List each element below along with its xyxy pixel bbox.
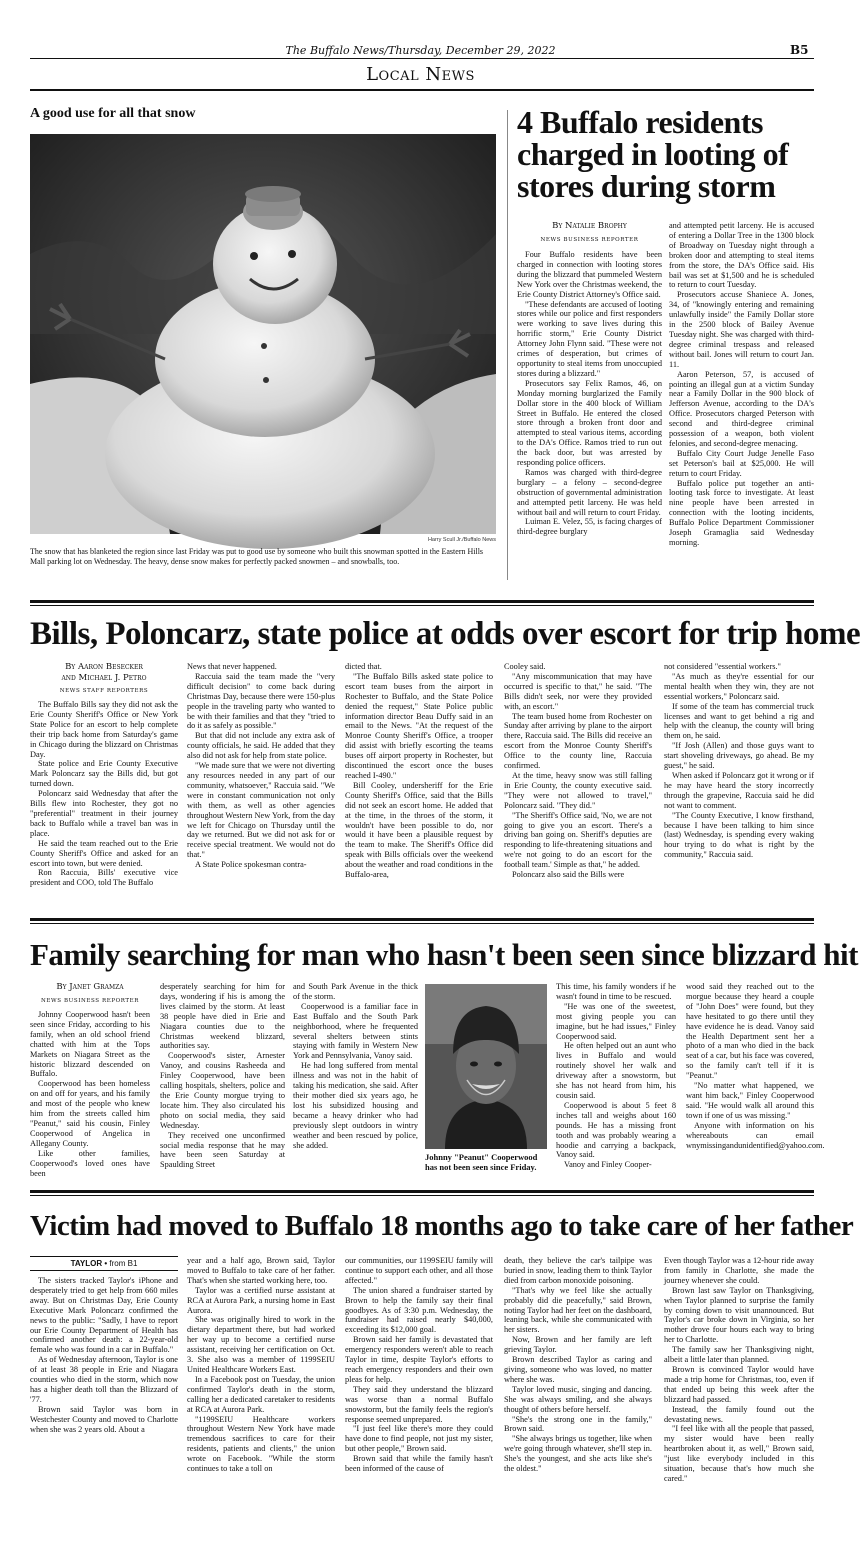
family-role: NEWS BUSINESS REPORTER bbox=[40, 998, 140, 1004]
story-rule bbox=[30, 923, 814, 924]
paragraph: "I just feel like there's more they could have done to find people, not just my sister, but other people," Brown said. bbox=[345, 1424, 493, 1454]
looting-byline: By Natalie Brophy bbox=[552, 221, 627, 231]
paragraph: Buffalo police put together an anti-looting task force to investigate. At least nine people have been arrested in connection with the looting incidents, Buffalo Police Department Commissioner Joseph Gramaglia said Wednesday morning. bbox=[669, 478, 814, 547]
paragraph: The sisters tracked Taylor's iPhone and desperately tried to get help from 660 miles away. But on Christmas Day, Erie County Executive Mark Poloncarz confirmed the news to the public: "Sadly, I have to report our Erie County Department of Health has confirmed another death: a 22-year-old female who was found in a car in Buffalo." bbox=[30, 1276, 178, 1355]
paragraph: Cooley said. bbox=[504, 662, 546, 671]
paragraph: The family saw her Thanksgiving night, albeit a little later than planned. bbox=[664, 1345, 814, 1365]
paragraph: Cooperwood's sister, Arnester Vanoy, and cousins Rasheeda and Finley Cooperwood, have been calling hospitals, shelters, police and the Erie County morgue trying to locate him. They also circulated his photo on social media, they said Wednesday. bbox=[160, 1051, 285, 1130]
paragraph: Cooperwood is about 5 feet 8 inches tall and weighs about 160 pounds. He has a missing front tooth and was probably wearing a hoodie and carrying a backpack, Vanoy said. bbox=[556, 1100, 676, 1160]
paragraph: "The Sheriff's Office said, 'No, we are not going to give you an escort. There's a driving ban going on. Sheriff's deputies are responding to life-threatening situations and we're not going to do an escort for the football team.' Simple as that," he added. bbox=[504, 810, 652, 870]
bills-byline-1: By Aaron Besecker bbox=[65, 662, 143, 672]
family-col-3 bbox=[293, 982, 418, 1170]
bills-byline-2: and Michael J. Petro bbox=[61, 673, 147, 683]
paragraph: "As much as they're essential for our mental health when they win, they are not essential workers," Poloncarz said. bbox=[664, 671, 814, 701]
paragraph: Ron Raccuia, Bills' executive vice president and COO, told The Buffalo bbox=[30, 868, 178, 888]
paragraph: "That's why we feel like she actually probably did die peacefully," said Brown, noting Taylor had her feet on the dashboard, leaning back, while she communicated with her sisters. bbox=[504, 1285, 652, 1335]
victim-col-3 bbox=[345, 1256, 493, 1538]
paragraph: He often helped out an aunt who lives in Buffalo and would routinely shovel her walk and driveway after a snowstorm, but she has not heard from him, his cousin said. bbox=[556, 1041, 676, 1100]
paragraph: "I feel like with all the people that passed, my sister would have been really heartbroken about it, as well," Brown said, "just like everybody included in this situation, because that's how much she cared." bbox=[664, 1424, 814, 1483]
looting-role: NEWS BUSINESS REPORTER bbox=[540, 237, 639, 243]
photo-kicker: A good use for all that snow bbox=[30, 106, 196, 121]
paragraph: They said they understand the blizzard was worse than a normal Buffalo snowstorm, but the family feels the region's response seemed unprepared. bbox=[345, 1384, 493, 1424]
paragraph: State police and Erie County Executive Mark Poloncarz say the Bills did, but got turned down. bbox=[30, 759, 178, 789]
paragraph: Prosecutors say Felix Ramos, 46, on Monday morning burglarized the Family Dollar store in the 400 block of William Street in Buffalo. He entered the closed store through a broken front door and attempted to steal various items, according to the DA's Office. Ramos tried to run out the back door, but was arrested by responding police officers. bbox=[517, 378, 662, 468]
paragraph: Johnny Cooperwood hasn't been seen since Friday, according to his family, when an old school friend chatted with him at the Tops Markets on Niagara Street as the historic blizzard descended on Buffalo. bbox=[30, 1010, 150, 1079]
jump-line bbox=[30, 1256, 178, 1271]
paragraph: Aaron Peterson, 57, is accused of pointing an illegal gun at a victim Sunday near a Family Dollar in the 900 block of Jefferson Avenue, according to the DA's Office. Prosecutors charged Peterson with second and third-degree criminal possession of a weapon, both violent felonies, and second-degree menacing. bbox=[669, 369, 814, 448]
paragraph: Prosecutors accuse Shaniece A. Jones, 34, of "knowingly entering and remaining unlawfully inside" the Family Dollar store in the 2500 block of Bailey Avenue Tuesday night. She was charged with third-degree criminal trespass and released without bail. Jones will return to court Jan. 11. bbox=[669, 290, 814, 369]
family-byline: By Janet Gramza bbox=[56, 982, 124, 992]
paragraph: Poloncarz said Wednesday that after the Bills flew into Rochester, they got no "preferential" treatment in their journey back to Buffalo while a travel ban was in place. bbox=[30, 789, 178, 838]
paragraph: "Any miscommunication that may have occurred is specific to that," he said. "The Bills didn't seek, nor were they provided with, an escort." bbox=[504, 671, 652, 711]
paragraph: The team bused home from Rochester on Sunday after arriving by plane to the airport there, Raccuia said. The Bills did receive an escort from the Monroe County Sheriff's Office to the county line, Raccuia confirmed. bbox=[504, 711, 652, 771]
story-rule bbox=[30, 918, 814, 921]
paragraph: She was originally hired to work in the dietary department there, but had worked her way up to become a certified nurse assistant, receiving her certification on Oct. 3. She also was a member of 1199SEIU United Healthcare Workers East. bbox=[187, 1315, 335, 1374]
paragraph: "If Josh (Allen) and those guys want to start shoveling driveways, go ahead. Be my guest," he said. bbox=[664, 741, 814, 771]
paragraph: But that did not include any extra ask of county officials, he said. He added that they also did not ask for help from state police. bbox=[187, 731, 335, 761]
paragraph: "No matter what happened, we want him back," Finley Cooperwood said. "He would walk all around this town if one of us was missing." bbox=[686, 1081, 814, 1120]
paragraph: This time, his family wonders if he wasn't found in time to be rescued. bbox=[556, 982, 676, 1001]
column-divider bbox=[507, 110, 508, 580]
paragraph: When asked if Poloncarz got it wrong or if he may have heard the story incorrectly through the grapevine, Raccuia said he did not want to comment. bbox=[664, 770, 814, 810]
family-col-2 bbox=[160, 982, 285, 1170]
paragraph: Instead, the family found out the devastating news. bbox=[664, 1404, 814, 1424]
paragraph: Like other families, Cooperwood's loved ones have been bbox=[30, 1148, 150, 1178]
bills-col-4 bbox=[504, 662, 652, 905]
family-col-1 bbox=[30, 1010, 150, 1178]
paragraph: "The County Executive, I know firsthand, because I have been talking to him since (last) Wednesday, is spending every waking hour trying to do what is right by the community," Raccuia said. bbox=[664, 810, 814, 860]
looting-col-1 bbox=[517, 250, 662, 578]
paragraph: Bill Cooley, undersheriff for the Erie County Sheriff's Office, said that the Bills did not seek an escort home. He added that at the time, in the throes of the storm, it wouldn't have been possible to do, nor would it have been a plausible request by the team to make. The Sheriff's Office did speak with Bills officials over the weekend about the weather and road conditions in the Buffalo-area, bbox=[345, 780, 493, 880]
bills-col-1 bbox=[30, 700, 178, 905]
paragraph: Taylor loved music, singing and dancing. She was always smiling, and she always thought of others before herself. bbox=[504, 1384, 652, 1414]
paragraph: "We made sure that we were not diverting any resources needed in any part of our community, whatsoever," Raccuia said. "We were in constant communication not only with them, as well as other agencies throughout Western New York, from the day we left for Chicago on Thursday until the day we returned. But we did not ask for or receive special treatment. We would not do that." bbox=[187, 761, 335, 860]
paragraph: "These defendants are accused of looting stores while our police and first responders were working to save lives during this horrific storm," Erie County District Attorney John Flynn said. "These were not crimes of desperation, but crimes of opportunity to steal items from unoccupied stores during a blizzard." bbox=[517, 299, 662, 378]
paragraph: Anyone with information on his whereabouts can email wnymissingandunidentified@yahoo.com. bbox=[686, 1120, 825, 1150]
bills-role: NEWS STAFF REPORTERS bbox=[59, 688, 149, 694]
paragraph: Brown said her family is devastated that emergency responders weren't able to reach Taylor in time, despite Taylor's efforts to reach emergency responders and their own pleas for help. bbox=[345, 1335, 493, 1384]
cooperwood-photo bbox=[425, 984, 547, 1149]
section-title: Local News bbox=[366, 64, 475, 85]
paragraph: our communities, our 1199SEIU family will continue to support each other, and all those affected." bbox=[345, 1256, 493, 1285]
photo-caption: The snow that has blanketed the region since last Friday was put to good use by someone who built this snowman spotted in the Eastern Hills Mall parking lot on Wednesday. The heavy, dense snow makes for perfectly packed snowmen – and snowballs, too. bbox=[30, 547, 484, 566]
paragraph: Cooperwood has been homeless on and off for years, and his family and most of the people who knew him from the streets called him "Peanut," said his cousin, Finley Cooperwood of Angelica in Allegany County. bbox=[30, 1079, 150, 1148]
paragraph: Raccuia said the team made the "very difficult decision" to come back during Christmas Day, because there were 150-plus people in the traveling party who wanted to be with their families and that they "tried to do it as safely as possible." bbox=[187, 671, 335, 731]
paragraph: and South Park Avenue in the thick of the storm. bbox=[293, 982, 418, 1001]
looting-col-2 bbox=[669, 221, 814, 578]
paragraph: death, they believe the car's tailpipe was buried in snow, leading them to think Taylor died from carbon monoxide poisoning. bbox=[504, 1256, 652, 1285]
family-headline: Family searching for man who hasn't been seen since blizzard hit bbox=[30, 937, 858, 972]
victim-col-2 bbox=[187, 1256, 335, 1538]
family-col-4 bbox=[556, 982, 676, 1170]
looting-headline: 4 Buffalo residents charged in looting of stores during storm bbox=[517, 104, 789, 204]
page-number: B5 bbox=[790, 43, 809, 57]
paragraph: As of Wednesday afternoon, Taylor is one of at least 38 people in Erie and Niagara counties who died in the storm, which now has a higher death toll than the Blizzard of '77. bbox=[30, 1355, 178, 1404]
family-col-5 bbox=[686, 982, 825, 1170]
masthead-rule bbox=[30, 58, 814, 59]
paragraph: Cooperwood is a familiar face in East Buffalo and the South Park neighborhood, where he frequented several shelters between stints staying with family in Western New York and Pennsylvania, Vanoy said. bbox=[293, 1001, 418, 1061]
paragraph: The union shared a fundraiser started by Brown to help the family say their final goodbyes. As of 3:30 p.m. Wednesday, the fundraiser had raised nearly $40,000, exceeding its $12,000 goal. bbox=[345, 1285, 493, 1335]
paragraph: dicted that. bbox=[345, 662, 382, 671]
paragraph: They received one unconfirmed social media response that he may have been seen Saturday at Spaulding Street bbox=[160, 1130, 285, 1170]
story-rule bbox=[30, 1190, 814, 1193]
paragraph: Four Buffalo residents have been charged in connection with looting stores during the blizzard that pummeled Western New York over the Christmas weekend, the Erie County District Attorney's Office said. bbox=[517, 250, 662, 299]
bills-col-2 bbox=[187, 662, 335, 905]
paragraph: and attempted petit larceny. He is accused of entering a Dollar Tree in the 1300 block of Broadway on Tuesday night through a broken door and attempting to steal items from the store, the DA's Office said. His bail was set at $1,500 and he is scheduled to return to court Tuesday. bbox=[669, 221, 814, 290]
jump-from: from B1 bbox=[109, 1259, 138, 1268]
snowman-photo bbox=[30, 134, 496, 534]
paragraph: "1199SEIU Healthcare workers throughout Western New York have made tremendous sacrifices to care for their residents, patients and clients," the union wrote on Facebook. "While the storm continues to take a toll on bbox=[187, 1414, 335, 1474]
paragraph: Now, Brown and her family are left grieving Taylor. bbox=[504, 1335, 652, 1355]
paragraph: If some of the team has commercial truck licenses and want to get behind a rig and help with the cleanup, the county will bring them on, he said. bbox=[664, 701, 814, 741]
paragraph: year and a half ago, Brown said, Taylor moved to Buffalo to take care of her father. That's when she started working here, too. bbox=[187, 1256, 335, 1285]
paragraph: desperately searching for him for days, wondering if his is among the lives claimed by the storm. At least 38 people have died in Erie and Niagara counties due to the Christmas weekend blizzard, authorities say. bbox=[160, 982, 285, 1051]
paragraph: Brown said Taylor was born in Westchester County and moved to Charlotte when she was 2 years old. About a bbox=[30, 1404, 178, 1434]
paragraph: Vanoy and Finley Cooper- bbox=[564, 1160, 652, 1170]
story-rule bbox=[30, 1195, 814, 1196]
victim-headline: Victim had moved to Buffalo 18 months ago to take care of her father bbox=[30, 1210, 854, 1242]
paragraph: Taylor was a certified nurse assistant at RCA at Aurora Park, a nursing home in East Aurora. bbox=[187, 1285, 335, 1315]
victim-col-4 bbox=[504, 1256, 652, 1538]
paragraph: Even though Taylor was a 12-hour ride away from family in Charlotte, she made the journey whenever she could. bbox=[664, 1256, 814, 1285]
paragraph: He had long suffered from mental illness and was not in the habit of taking his medication, she said. After their mother died six years ago, he lost his subsidized housing and became a heavy drinker who had previously slept outdoors in wintry weather and been rescued by police, she added. bbox=[293, 1061, 418, 1150]
paragraph: A State Police spokesman contra- bbox=[195, 860, 307, 870]
paragraph: Luiman E. Velez, 55, is facing charges of third-degree burglary bbox=[517, 517, 662, 537]
victim-col-5 bbox=[664, 1256, 814, 1538]
paragraph: Brown said that while the family hasn't been informed of the cause of bbox=[345, 1454, 493, 1474]
dateline: The Buffalo News/Thursday, December 29, 2022 bbox=[285, 44, 556, 57]
story-rule bbox=[30, 600, 814, 603]
paragraph: Buffalo City Court Judge Jenelle Faso set Peterson's bail at $25,000. He will return to court Friday. bbox=[669, 448, 814, 478]
paragraph: Brown is convinced Taylor would have made a trip home for Christmas, too, even if that ended up being this week after the blizzard had passed. bbox=[664, 1364, 814, 1404]
bills-headline: Bills, Poloncarz, state police at odds over escort for trip home bbox=[30, 616, 860, 652]
paragraph: "She's the strong one in the family," Brown said. bbox=[504, 1414, 652, 1434]
bills-col-5 bbox=[664, 662, 814, 905]
photo-credit: Harry Scull Jr./Buffalo News bbox=[427, 537, 496, 543]
paragraph: "She always brings us together, like when we're going through whatever, she'll step in. She's the youngest, and she acts like she's the oldest." bbox=[504, 1434, 652, 1474]
paragraph: News that never happened. bbox=[187, 662, 277, 671]
jump-separator: • bbox=[104, 1259, 110, 1268]
paragraph: In a Facebook post on Tuesday, the union confirmed Taylor's death in the storm, calling her a dedicated caretaker to residents at RCA at Aurora Park. bbox=[187, 1374, 335, 1414]
story-rule bbox=[30, 605, 814, 606]
paragraph: Brown described Taylor as caring and giving, someone who was loved, no matter where she was. bbox=[504, 1355, 652, 1384]
paragraph: At the time, heavy snow was still falling in Erie County, the county executive said. "They were not allowed to travel," Poloncarz said. "They did." bbox=[504, 770, 652, 810]
bills-col-3 bbox=[345, 662, 493, 905]
victim-col-1 bbox=[30, 1276, 178, 1538]
paragraph: The Buffalo Bills say they did not ask the Erie County Sheriff's Office or New York State Police for an escort to help complete their trip back home from Saturday's game in Chicago during the blizzard on Christmas Day. bbox=[30, 700, 178, 759]
paragraph: Brown last saw Taylor on Thanksgiving, when Taylor planned to surprise the family by coming down to visit unannounced. But Taylor's car broke down in Virginia, so her mother drove four hours each way to bring her to Charlotte. bbox=[664, 1285, 814, 1345]
section-rule bbox=[30, 89, 814, 91]
paragraph: Ramos was charged with third-degree burglary – a felony – second-degree obstruction of governmental administration and attempted petit larceny. He was held without bail and will return to court Friday. bbox=[517, 467, 662, 517]
paragraph: wood said they reached out to the morgue because they heard a couple of "John Does" were found, but they have hesitated to go there until they have evidence he is dead. Vanoy said the Health Department sent her a photo of a man who died in the back seat of a car, but his face was covered, so the family can't tell if it is "Peanut." bbox=[686, 982, 814, 1081]
cooperwood-caption: Johnny "Peanut" Cooperwood has not been seen since Friday. bbox=[425, 1152, 538, 1172]
paragraph: He said the team reached out to the Erie County Sheriff's Office and asked for an escort into town, but were denied. bbox=[30, 838, 178, 868]
paragraph: not considered "essential workers." bbox=[664, 662, 781, 671]
jump-label: TAYLOR bbox=[70, 1259, 103, 1268]
paragraph: "He was one of the sweetest, most giving people you can imagine, but he had issues," Finley Cooperwood said. bbox=[556, 1001, 676, 1041]
paragraph: Poloncarz also said the Bills were bbox=[512, 870, 625, 880]
paragraph: "The Buffalo Bills asked state police to escort team buses from the airport in Rochester to Buffalo, and the State Police denied the request," State Police public information director Beau Duffy said in an email to the News. "At the request of the Monroe County Sheriff's Office, a trooper did assist with briefly escorting the teams buses off airport property in Rochester, but discontinued the escort once the buses reached I-490." bbox=[345, 671, 493, 780]
